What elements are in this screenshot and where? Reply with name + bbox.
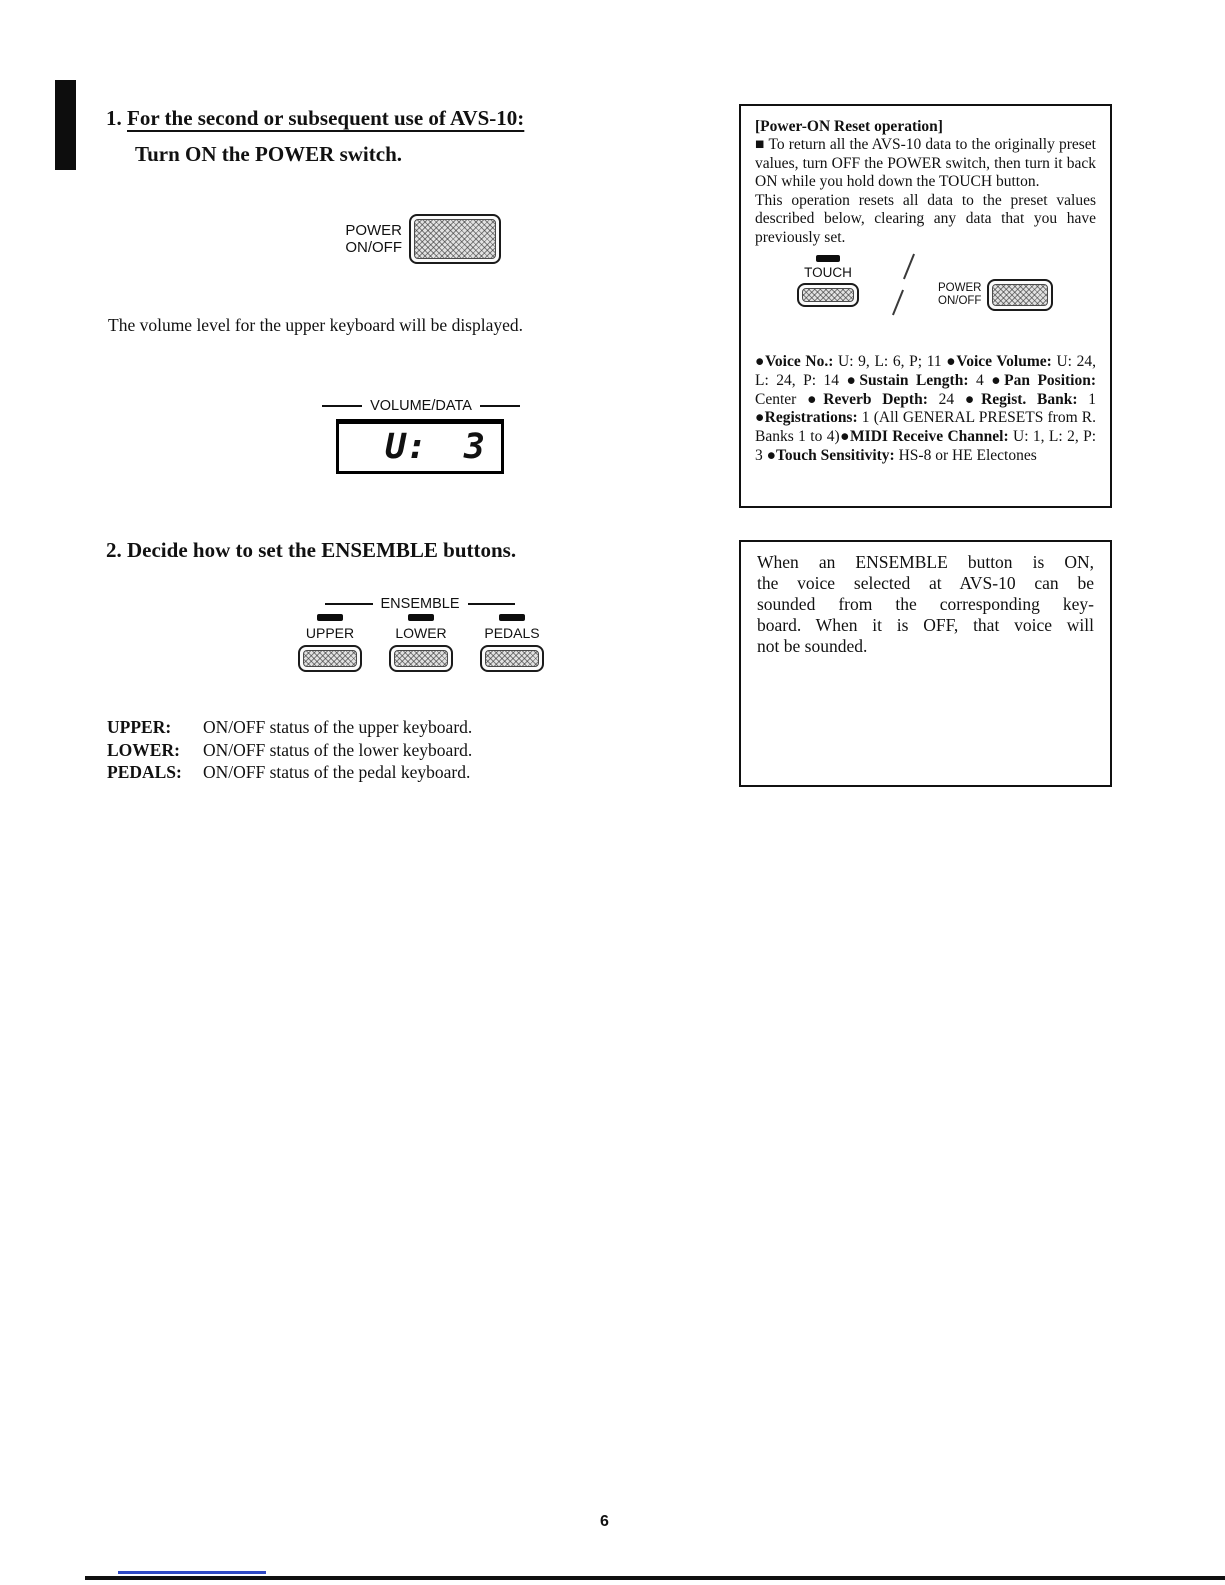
preset-label: ●Regist. Bank:: [964, 390, 1078, 408]
preset-values-text: [755, 353, 1096, 466]
power-switch-button-texture: [414, 219, 496, 259]
reset-box-figure: [755, 253, 1096, 347]
preset-label: ●Voice Volume:: [946, 353, 1052, 370]
rule-left: [325, 603, 373, 605]
ensemble-label: [325, 596, 515, 612]
upper-button: [298, 645, 362, 672]
preset-label: ●Voice No.:: [755, 353, 834, 370]
reset-power-label-line1: POWER: [938, 282, 982, 294]
ensemble-text: ENSEMBLE: [380, 596, 460, 612]
rule-left: [322, 405, 362, 407]
preset-label: ●Touch Sensitivity:: [766, 446, 895, 464]
reset-power-label: [938, 282, 981, 308]
step1-title: For the second or subsequent use of AVS-10:: [127, 106, 525, 130]
upper-led-indicator: [317, 614, 343, 621]
definition-term: PEDALS:: [107, 762, 182, 782]
preset-label: ●Registrations:: [755, 409, 858, 427]
power-label-line2: ON/OFF: [345, 239, 402, 256]
slash-mark: [903, 254, 915, 280]
reset-power-label-line2: ON/OFF: [938, 295, 982, 307]
info-line: board. When it is OFF, that voice will: [757, 615, 1094, 635]
lower-button-texture: [394, 650, 448, 667]
info-line: not be sounded.: [757, 636, 868, 656]
step1-heading: [106, 100, 524, 172]
definition-desc: ON/OFF status of the upper keyboard.: [203, 717, 473, 737]
ensemble-buttons: [298, 614, 544, 672]
power-label-line1: POWER: [345, 222, 402, 239]
volume-data-label: [322, 398, 520, 414]
bottom-blue-rule: [118, 1571, 266, 1574]
reset-power-button-unit: [938, 279, 1053, 311]
info-line: the voice selected at AVS-10 can be: [757, 573, 1094, 593]
definition-term: LOWER:: [107, 739, 180, 760]
info-line: sounded from the corresponding key-: [757, 594, 1094, 614]
volume-data-text: VOLUME/DATA: [370, 398, 472, 414]
touch-button-unit: [797, 255, 859, 307]
ensemble-unit-lower: [389, 614, 453, 672]
section-marker-bar: [55, 80, 76, 170]
touch-button: [797, 283, 859, 307]
step2-heading: 2. Decide how to set the ENSEMBLE buttons.: [106, 538, 517, 562]
ensemble-unit-pedals: [480, 614, 544, 672]
display-value-left: U:: [385, 426, 428, 467]
step1-heading-line1: [106, 100, 524, 136]
info-line: When an ENSEMBLE button is ON,: [757, 552, 1094, 572]
definition-desc: ON/OFF status of the pedal keyboard.: [203, 762, 471, 782]
reset-box-para2: This operation resets all data to the preset values described below, clearing any data that you have previously set.: [755, 191, 1096, 246]
preset-label: ●MIDI Receive Channel:: [839, 428, 1009, 446]
preset-value: U: 24, L: 24, P: 14: [755, 353, 1096, 389]
power-switch-figure: [300, 214, 501, 264]
preset-value: 24: [927, 390, 965, 408]
definition-term: UPPER:: [107, 717, 172, 737]
touch-button-texture: [802, 288, 854, 302]
page-number: 6: [600, 1513, 609, 1530]
preset-label: ●Sustain Length:: [846, 371, 969, 389]
ensemble-definitions: [107, 716, 472, 784]
pedals-button: [480, 645, 544, 672]
slash-mark: [892, 290, 904, 316]
pedals-button-texture: [485, 650, 539, 667]
lower-button: [389, 645, 453, 672]
bottom-black-rule: [85, 1576, 1225, 1580]
touch-button-label: TOUCH: [804, 265, 852, 280]
preset-value: 1 (All GENERAL PRESETS from R. Banks 1 to 4): [755, 409, 1096, 446]
preset-value: 1: [1077, 390, 1097, 408]
power-on-reset-box: [739, 104, 1112, 508]
definition-desc: ON/OFF status of the lower keyboard.: [203, 739, 473, 760]
preset-value: Center: [755, 390, 808, 408]
preset-value: U: 9, L: 6, P; 11: [833, 353, 947, 370]
reset-box-para1: ■ To return all the AVS-10 data to the originally preset values, turn OFF the POWER switch, then turn it back ON while you hold down the TOUCH button.: [755, 136, 1096, 190]
volume-display: [336, 419, 504, 474]
power-switch-label: [300, 222, 402, 256]
rule-right: [480, 405, 520, 407]
preset-value: HS-8 or HE Electones: [894, 446, 1037, 464]
lower-led-indicator: [408, 614, 434, 621]
reset-power-button-texture: [992, 284, 1048, 306]
preset-value: 4: [968, 371, 992, 389]
reset-box-title: [Power-ON Reset operation]: [755, 118, 943, 135]
step1-number: 1.: [106, 106, 122, 130]
ensemble-info-box: [739, 540, 1112, 787]
lower-button-label: LOWER: [395, 625, 447, 641]
power-switch-button: [409, 214, 501, 264]
ensemble-unit-upper: [298, 614, 362, 672]
upper-button-label: UPPER: [305, 625, 355, 641]
step1-body-text: The volume level for the upper keyboard will be displayed.: [108, 315, 524, 335]
definition-row-upper: [107, 716, 472, 739]
touch-led-indicator: [816, 255, 840, 262]
preset-label: ●Pan Position:: [991, 371, 1096, 389]
step1-heading-line2: Turn ON the POWER switch.: [135, 142, 403, 166]
preset-label: ●Reverb Depth:: [807, 390, 928, 408]
preset-value: U: 1, L: 2, P: 3: [755, 428, 1097, 464]
reset-power-button: [987, 279, 1053, 311]
definition-row-lower: [107, 739, 472, 762]
rule-right: [468, 603, 516, 605]
pedals-led-indicator: [499, 614, 525, 621]
display-value-right: 3: [463, 426, 485, 467]
upper-button-texture: [303, 650, 357, 667]
definition-row-pedals: [107, 761, 472, 784]
pedals-button-label: PEDALS: [484, 625, 540, 641]
